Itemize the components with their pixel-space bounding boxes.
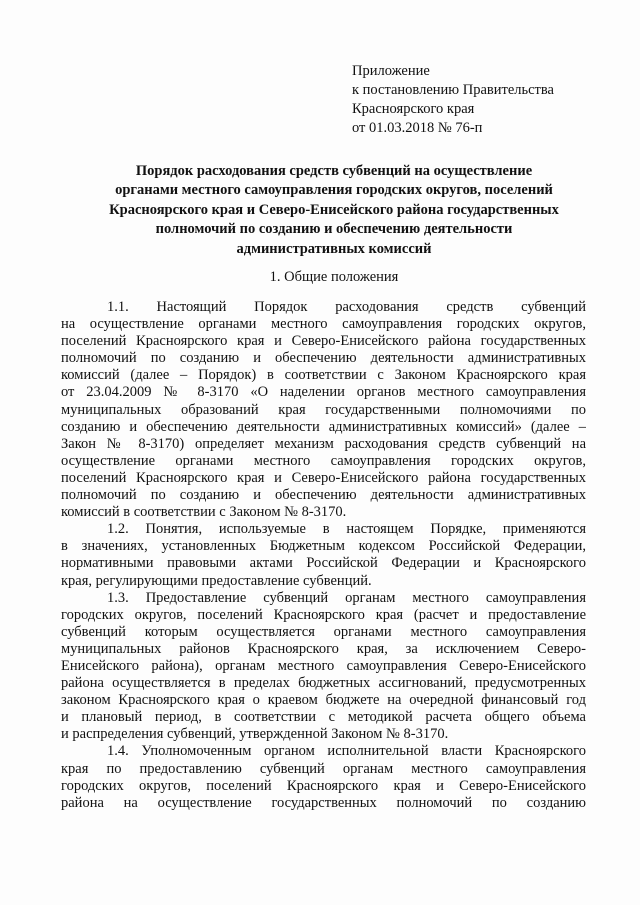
paragraph-line: района на осуществление государственных полномочий по созданию	[61, 794, 586, 811]
paragraph-line: поселений Красноярского края и Северо-Енисейского района государственных	[61, 333, 586, 350]
paragraph-line: 1.3. Предоставление субвенций органам местного самоуправления	[107, 589, 586, 606]
paragraph-line: муниципальных образований края государственными полномочиями по	[61, 401, 586, 418]
appendix-line: Приложение	[352, 63, 430, 79]
appendix-line: от 01.03.2018 № 76-п	[352, 120, 483, 136]
paragraph-line: от 23.04.2009 № 8-3170 «О наделении органов местного самоуправления	[61, 384, 586, 401]
section-heading: 1. Общие положения	[269, 269, 399, 285]
title-line: Порядок расходования средств субвенций на осуществление	[135, 163, 533, 179]
paragraph-line: муниципальных районов Красноярского края, за исключением Северо-	[61, 640, 586, 657]
paragraph-line: комиссий (далее – Порядок) в соответствии с Законом Красноярского края	[61, 367, 586, 384]
paragraph-line: района осуществляется в пределах бюджетных ассигнований, предусмотренных	[61, 675, 586, 692]
paragraph-line: 1.1. Настоящий Порядок расходования средств субвенций	[107, 299, 586, 315]
paragraph-line: на осуществление органами местного самоуправления городских округов,	[61, 316, 586, 333]
paragraph-line: края по предоставлению субвенций органам местного самоуправления	[61, 760, 586, 777]
paragraph-line: поселений Красноярского края и Северо-Енисейского района государственных	[61, 469, 586, 486]
title-line: Красноярского края и Северо-Енисейского района государственных	[109, 201, 559, 218]
paragraph-line: городских округов, поселений Красноярского края (расчет и предоставление	[61, 606, 586, 623]
paragraph-line: полномочий по созданию и обеспечению деятельности административных	[61, 350, 586, 367]
title-line: административных комиссий	[236, 240, 432, 257]
body-text	[61, 299, 586, 812]
paragraph-line: 1.4. Уполномоченным органом исполнительной власти Красноярского	[107, 743, 586, 760]
paragraph-line: полномочий по созданию и обеспечению деятельности административных	[61, 487, 586, 504]
paragraph-line: Енисейского района), органам местного самоуправления Северо-Енисейского	[61, 657, 586, 674]
paragraph-line: осуществление органами местного самоуправления городских округов,	[61, 452, 586, 469]
appendix-block	[352, 62, 554, 138]
paragraph-line: Закон № 8-3170) определяет механизм расходования средств субвенций на	[61, 435, 586, 452]
title-line: полномочий по созданию и обеспечению деятельности	[155, 221, 513, 238]
paragraph-line: законом Красноярского края о краевом бюджете на очередной финансовый год	[61, 692, 586, 709]
paragraph-line: созданию и обеспечению деятельности административных комиссий» (далее –	[61, 418, 586, 435]
paragraph-line: нормативными правовыми актами Российской Федерации и Красноярского	[61, 555, 586, 572]
document-title	[64, 162, 604, 259]
paragraph-line: субвенций которым осуществляется органами местного самоуправления	[61, 623, 586, 640]
paragraph-line: городских округов, поселений Красноярского края и Северо-Енисейского	[61, 777, 586, 794]
appendix-line: к постановлению Правительства	[352, 82, 554, 98]
title-line: органами местного самоуправления городских округов, поселений	[115, 182, 553, 199]
paragraph-line: 1.2. Понятия, используемые в настоящем Порядке, применяются	[107, 521, 586, 538]
paragraph-line: края, регулирующими предоставление субвенций.	[61, 572, 372, 589]
appendix-line: Красноярского края	[352, 101, 475, 117]
paragraph-line: в значениях, установленных Бюджетным кодексом Российской Федерации,	[61, 538, 586, 555]
paragraph-line: и плановый период, в соответствии с методикой расчета общего объема	[61, 709, 586, 726]
paragraph-line: комиссий в соответствии с Законом № 8-3170.	[61, 504, 347, 521]
paragraph-line: и распределения субвенций, утвержденной Законом № 8-3170.	[61, 726, 449, 743]
